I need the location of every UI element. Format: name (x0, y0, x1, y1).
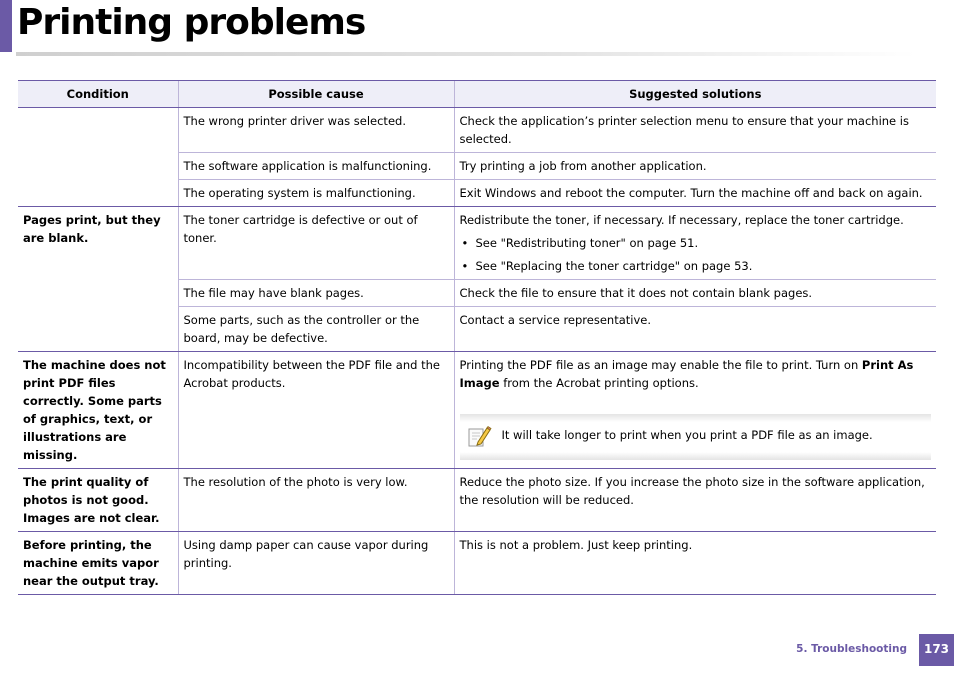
cause-cell: Using damp paper can cause vapor during printing. (178, 532, 454, 595)
table-row (18, 207, 936, 280)
table-row (18, 108, 936, 153)
print-as-image-option: Print As Image (459, 358, 914, 390)
header-suggested-solutions: Suggested solutions (454, 81, 936, 108)
condition-cell: Pages print, but they are blank. (18, 207, 178, 352)
solution-cell: Contact a service representative. (454, 307, 936, 352)
footer-section-label: 5. Troubleshooting (796, 643, 907, 655)
cause-cell: Some parts, such as the controller or the board, may be defective. (178, 307, 454, 352)
page-title: Printing problems (17, 2, 366, 43)
table-row (18, 532, 936, 595)
note-text: It will take longer to print when you print a PDF file as an image. (501, 428, 873, 442)
table-row (18, 352, 936, 469)
cause-cell: The software application is malfunctioning. (178, 153, 454, 180)
condition-cell: Before printing, the machine emits vapor near the output tray. (18, 532, 178, 595)
cause-cell: The toner cartridge is defective or out of toner. (178, 207, 454, 280)
table-header-row (18, 81, 936, 108)
cause-cell: The operating system is malfunctioning. (178, 180, 454, 207)
cause-cell: The wrong printer driver was selected. (178, 108, 454, 153)
solution-text-pre: Printing the PDF file as an image may enable the file to print. Turn on (459, 358, 862, 372)
solution-cell: Check the file to ensure that it does not contain blank pages. (454, 280, 936, 307)
condition-cell: The print quality of photos is not good. Images are not clear. (18, 469, 178, 532)
note-pencil-icon (466, 424, 492, 450)
note-box (460, 414, 932, 460)
troubleshooting-table (18, 80, 936, 595)
condition-cell (18, 108, 178, 207)
header-possible-cause: Possible cause (178, 81, 454, 108)
list-item: • See "Redistributing toner" on page 51. (460, 234, 932, 252)
cause-cell: Incompatibility between the PDF file and the Acrobat products. (178, 352, 454, 469)
cause-cell: The file may have blank pages. (178, 280, 454, 307)
solution-cell (454, 352, 936, 469)
list-item: • See "Replacing the toner cartridge" on page 53. (460, 257, 932, 275)
solution-text: Redistribute the toner, if necessary. If necessary, replace the toner cartridge. (459, 213, 904, 227)
solution-cell: Check the application’s printer selection menu to ensure that your machine is selected. (454, 108, 936, 153)
header-condition: Condition (18, 81, 178, 108)
bullet-list (460, 234, 932, 275)
solution-cell: Try printing a job from another application. (454, 153, 936, 180)
title-underline (16, 52, 916, 56)
solution-cell (454, 207, 936, 280)
solution-cell: Exit Windows and reboot the computer. Turn the machine off and back on again. (454, 180, 936, 207)
condition-cell: The machine does not print PDF files correctly. Some parts of graphics, text, or illustrations are missing. (18, 352, 178, 469)
table-row (18, 469, 936, 532)
solution-cell: This is not a problem. Just keep printing. (454, 532, 936, 595)
solution-cell: Reduce the photo size. If you increase the photo size in the software application, the resolution will be reduced. (454, 469, 936, 532)
title-accent-bar (0, 0, 12, 52)
solution-text (460, 356, 932, 392)
page-number: 173 (919, 634, 954, 666)
solution-text-post: from the Acrobat printing options. (499, 376, 699, 390)
cause-cell: The resolution of the photo is very low. (178, 469, 454, 532)
